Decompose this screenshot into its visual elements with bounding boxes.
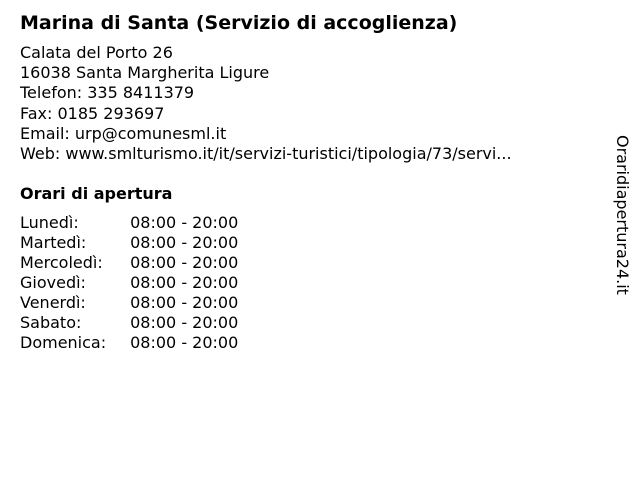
day-label: Sabato: <box>20 313 82 332</box>
hours-row-tuesday <box>20 233 238 253</box>
time-range: 08:00 - 20:00 <box>130 233 239 252</box>
hours-row-saturday <box>20 313 238 333</box>
street-address: Calata del Porto 26 <box>20 43 173 62</box>
day-label: Martedì: <box>20 233 87 252</box>
hours-row-wednesday <box>20 253 238 273</box>
day-label: Lunedì: <box>20 213 79 232</box>
day-label: Mercoledì: <box>20 253 103 272</box>
phone-line: Telefon: 335 8411379 <box>20 83 195 103</box>
time-range: 08:00 - 20:00 <box>130 253 239 272</box>
time-range: 08:00 - 20:00 <box>130 313 239 332</box>
email-line: Email: urp@comunesml.it <box>20 123 227 143</box>
web-line: Web: www.smlturismo.it/it/servizi-turistici/tipologia/73/servi... <box>20 144 512 164</box>
opening-hours-table <box>20 213 238 353</box>
time-range: 08:00 - 20:00 <box>130 273 239 292</box>
day-label: Venerdì: <box>20 293 86 312</box>
fax-line: Fax: 0185 293697 <box>20 103 165 123</box>
day-label: Giovedì: <box>20 273 86 292</box>
hours-row-friday <box>20 293 238 313</box>
contact-block <box>20 43 512 164</box>
day-label: Domenica: <box>20 333 107 352</box>
city-line: 16038 Santa Margherita Ligure <box>20 63 270 83</box>
page-title: Marina di Santa (Servizio di accoglienza) <box>20 12 458 34</box>
time-range: 08:00 - 20:00 <box>130 293 239 312</box>
opening-hours-heading: Orari di apertura <box>20 184 173 203</box>
hours-row-monday <box>20 213 238 233</box>
hours-row-thursday <box>20 273 238 293</box>
site-watermark: Oraridiapertura24.it <box>613 135 632 295</box>
hours-row-sunday <box>20 333 238 353</box>
time-range: 08:00 - 20:00 <box>130 333 239 352</box>
time-range: 08:00 - 20:00 <box>130 213 239 232</box>
